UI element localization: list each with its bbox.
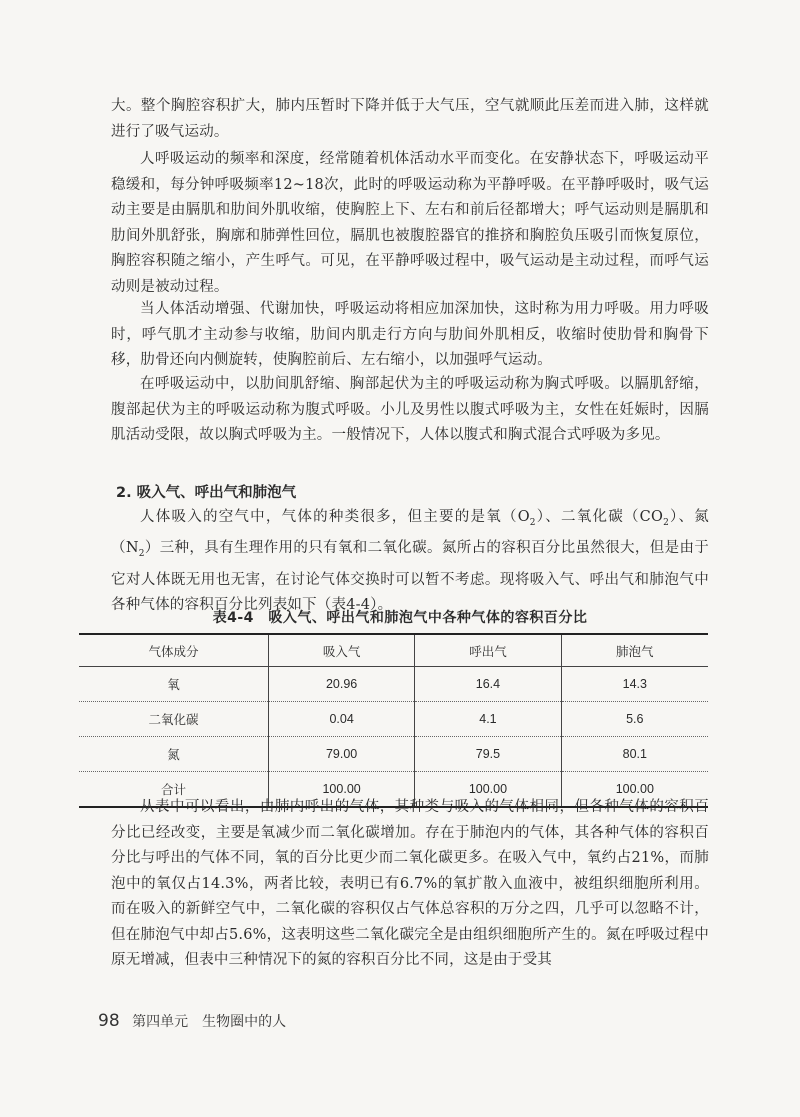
- table-cell: 氮: [79, 737, 268, 772]
- paragraph-text: 人呼吸运动的频率和深度，经常随着机体活动水平而变化。在安静状态下，呼吸运动平稳缓和，每分钟呼吸频率12~18次，此时的呼吸运动称为平静呼吸。在平静呼吸时，吸气运动主要是由膈肌和肋间外肌收缩，使胸腔上下、左右和前后径都增大；呼气运动则是膈肌和肋间外肌舒张，胸廓和肺弹性回位，膈肌也被腹腔器官的推挤和胸腔负压吸引而恢复原位，胸腔容积随之缩小，产生呼气。可见，在平静呼吸过程中，吸气运动是主动过程，而呼气运动则是被动过程。: [111, 151, 709, 295]
- paragraph-text: [111, 505, 709, 619]
- text-run: 人体吸入的空气中，气体的种类很多，但主要的是氧（O: [140, 509, 530, 525]
- table-cell: 100.00: [561, 772, 708, 808]
- table-cell: 80.1: [561, 737, 708, 772]
- paragraph-text: 当人体活动增强、代谢加快，呼吸运动将相应加深加快，这时称为用力呼吸。用力呼吸时，呼气肌才主动参与收缩，肋间内肌走行方向与肋间外肌相反，收缩时使肋骨和胸骨下移，肋骨还向内侧旋转，使胸腔前后、左右缩小，以加强呼气运动。: [111, 301, 709, 368]
- table-row: [79, 737, 708, 772]
- table-cell: 100.00: [415, 772, 561, 808]
- paragraph-forced-breathing: [111, 297, 709, 374]
- paragraph-text: 从表中可以看出，由肺内呼出的气体，其种类与吸入的气体相同，但各种气体的容积百分比已经改变，主要是氧减少而二氧化碳增加。存在于肺泡内的气体，其各种气体的容积百分比与呼出的气体不同，氧的百分比更少而二氧化碳更多。在吸入气中，氧约占21%，而肺泡中的氧仅占14.3%，两者比较，表明已有6.7%的氧扩散入血液中，被组织细胞所利用。而在吸入的新鲜空气中，二氧化碳的容积仅占气体总容积的万分之四，几乎可以忽略不计，但在肺泡气中却占5.6%，这表明这些二氧化碳完全是由组织细胞所产生的。氮在呼吸过程中原无增减，但表中三种情况下的氮的容积百分比不同，这是由于受其: [111, 799, 709, 968]
- table-cell: 20.96: [268, 667, 414, 702]
- text-run: ）三种，具有生理作用的只有氧和二氧化碳。氮所占的容积百分比虽然很大，但是由于它对人体既无用也无害，在讨论气体交换时可以暂不考虑。现将吸入气、呼出气和肺泡气中各种气体的容积百分比列表如下（表4-4）。: [111, 540, 709, 614]
- subscript: 2: [138, 549, 145, 560]
- table-cell: 14.3: [561, 667, 708, 702]
- table-cell: 氧: [79, 667, 268, 702]
- table-header-row: [79, 634, 708, 667]
- unit-title: 第四单元 生物圈中的人: [132, 1014, 287, 1030]
- section-heading: 2. 吸入气、呼出气和肺泡气: [116, 485, 297, 501]
- table-cell: 4.1: [415, 702, 561, 737]
- gas-volume-table: [79, 633, 708, 808]
- paragraph-breathing-frequency: [111, 147, 709, 300]
- table-cell: 100.00: [268, 772, 414, 808]
- paragraph-table-analysis: [111, 795, 709, 974]
- table-cell: 16.4: [415, 667, 561, 702]
- paragraph-continuation: [111, 94, 709, 145]
- table-row: [79, 667, 708, 702]
- table-cell: 合计: [79, 772, 268, 808]
- column-header: 肺泡气: [561, 634, 708, 667]
- subscript: 2: [663, 517, 670, 528]
- text-run: ）、氮（N: [111, 509, 709, 557]
- page-footer: [98, 1011, 286, 1031]
- paragraph-gas-composition: [111, 505, 709, 619]
- paragraph-text: 在呼吸运动中，以肋间肌舒缩、胸部起伏为主的呼吸运动称为胸式呼吸。以膈肌舒缩，腹部起伏为主的呼吸运动称为腹式呼吸。小儿及男性以腹式呼吸为主，女性在妊娠时，因膈肌活动受限，故以胸式呼吸为主。一般情况下，人体以腹式和胸式混合式呼吸为多见。: [111, 376, 709, 443]
- paragraph-text: 大。整个胸腔容积扩大，肺内压暂时下降并低于大气压，空气就顺此压差而进入肺，这样就进行了吸气运动。: [111, 98, 709, 140]
- table-cell: 79.00: [268, 737, 414, 772]
- text-run: ）、二氧化碳（CO: [535, 509, 664, 525]
- page-number: 98: [98, 1011, 120, 1031]
- subscript: 2: [529, 517, 536, 528]
- table-cell: 5.6: [561, 702, 708, 737]
- column-header: 吸入气: [268, 634, 414, 667]
- table-caption: 表4-4 吸入气、呼出气和肺泡气中各种气体的容积百分比: [212, 610, 588, 626]
- table-row: [79, 702, 708, 737]
- table-cell: 79.5: [415, 737, 561, 772]
- table-cell: 0.04: [268, 702, 414, 737]
- column-header: 呼出气: [415, 634, 561, 667]
- table-cell: 二氧化碳: [79, 702, 268, 737]
- column-header: 气体成分: [79, 634, 268, 667]
- paragraph-breathing-types: [111, 372, 709, 449]
